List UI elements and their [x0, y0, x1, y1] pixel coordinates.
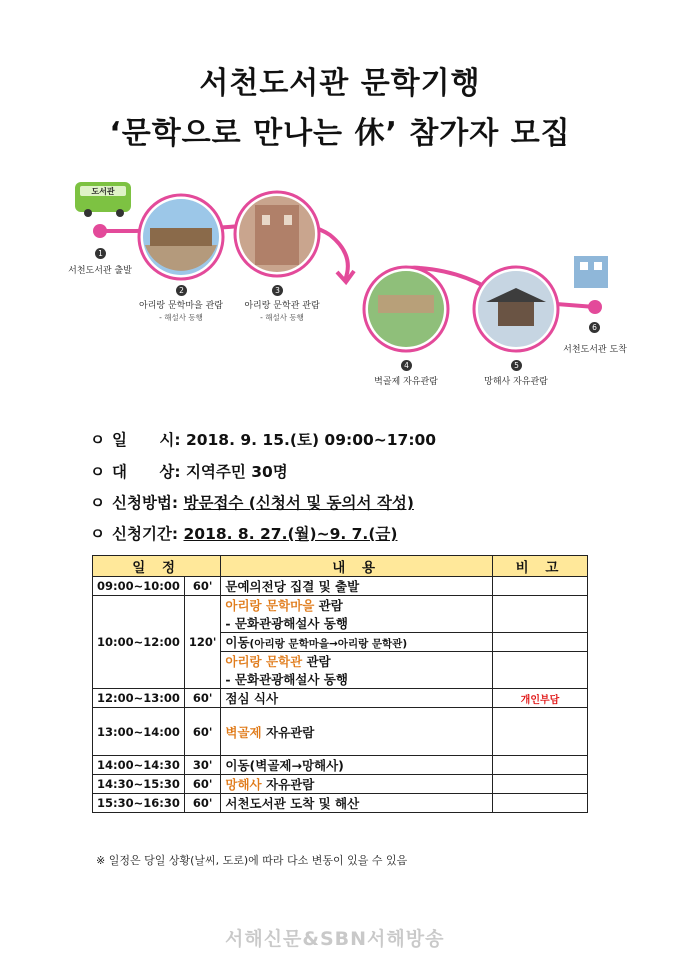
content-sub-cell: - 문화관광해설사 동행: [221, 614, 493, 633]
table-row: [93, 756, 588, 775]
stop-number: 4: [401, 360, 412, 371]
bullet: ㅇ: [90, 431, 105, 449]
content-text: 자유관람: [261, 724, 315, 740]
table-row: [93, 596, 588, 615]
highlight-text: 아리랑 문학관: [225, 654, 303, 669]
time-cell: 10:00~12:00: [93, 596, 185, 689]
title-line-1: 서천도서관 문학기행: [199, 66, 481, 101]
info-target: [90, 460, 288, 482]
stop-sub: - 해설사 동행: [159, 313, 203, 322]
note-cell: [493, 633, 588, 652]
content-sub-cell: - 문화관광해설사 동행: [221, 670, 493, 689]
time-cell: 14:30~15:30: [93, 775, 185, 794]
title-line-2: ‘문학으로 만나는 休’ 참가자 모집: [109, 116, 571, 151]
duration-cell: 30': [184, 756, 221, 775]
info-period: [90, 522, 397, 544]
content-cell: [221, 596, 493, 615]
highlight-text: 벽골제: [225, 724, 262, 740]
note-cell: 개인부담: [493, 689, 588, 708]
note-cell: [493, 775, 588, 794]
note-cell: [493, 794, 588, 813]
table-row: [93, 775, 588, 794]
schedule-table: [92, 555, 588, 813]
header-note: 비 고: [493, 556, 588, 577]
content-text: 이동: [225, 635, 250, 650]
table-row: [93, 577, 588, 596]
bullet: ㅇ: [90, 494, 105, 512]
duration-cell: 120': [184, 596, 221, 689]
stop-label: 서천도서관 도착: [563, 345, 627, 355]
stop-sub: - 해설사 동행: [260, 313, 304, 322]
time-cell: 15:30~16:30: [93, 794, 185, 813]
header-content: 내 용: [221, 556, 493, 577]
time-cell: 13:00~14:00: [93, 708, 185, 756]
date-label: 일 시:: [112, 431, 181, 449]
bullet: ㅇ: [90, 463, 105, 481]
duration-cell: 60': [184, 689, 221, 708]
period-label: 신청기간:: [112, 525, 179, 543]
stop-number: 6: [589, 322, 600, 333]
stop-number: 1: [95, 248, 106, 259]
method-label: 신청방법:: [112, 494, 179, 512]
period-value: 2018. 8. 27.(월)~9. 7.(금): [183, 525, 398, 543]
bus-sign: 도서관: [91, 187, 115, 196]
time-cell: 14:00~14:30: [93, 756, 185, 775]
footnote: ※ 일정은 당일 상황(날씨, 도로)에 따라 다소 변동이 있을 수 있음: [96, 854, 408, 867]
note-cell: [493, 708, 588, 756]
stop-number: 5: [511, 360, 522, 371]
stop-3-photo: [235, 192, 319, 276]
header-schedule: 일 정: [93, 556, 221, 577]
content-cell: [221, 652, 493, 671]
content-text: 자유관람: [261, 777, 315, 792]
content-cell: 문예의전당 집결 및 출발: [221, 577, 493, 596]
bullet: ㅇ: [90, 525, 105, 543]
target-value: 지역주민 30명: [185, 463, 288, 481]
highlight-text: 아리랑 문학마을: [225, 598, 315, 613]
start-dot: [93, 224, 107, 238]
library-building-icon: [574, 256, 608, 288]
route-map: [0, 0, 680, 400]
content-cell: [221, 633, 493, 652]
stop-number: 3: [272, 285, 283, 296]
stop-label: 벽골제 자유관람: [374, 377, 438, 387]
note-cell: [493, 577, 588, 596]
content-cell: [221, 775, 493, 794]
info-date: [90, 428, 436, 450]
stop-label: 아리랑 문학관 관람: [244, 301, 320, 311]
stop-5-photo: [474, 267, 558, 351]
note-cell: [493, 596, 588, 633]
content-text: 관람: [302, 654, 331, 669]
highlight-text: 망해사: [225, 777, 262, 792]
stop-4-photo: [364, 267, 448, 351]
info-method: [90, 491, 414, 513]
date-value: 2018. 9. 15.(토) 09:00~17:00: [185, 431, 437, 449]
table-row: [93, 689, 588, 708]
time-cell: 12:00~13:00: [93, 689, 185, 708]
duration-cell: 60': [184, 775, 221, 794]
stop-number: 2: [176, 285, 187, 296]
method-value: 방문접수 (신청서 및 동의서 작성): [183, 494, 414, 512]
stop-label: 아리랑 문학마을 관람: [139, 301, 223, 311]
duration-cell: 60': [184, 794, 221, 813]
target-label: 대 상:: [112, 463, 181, 481]
content-cell: 서천도서관 도착 및 해산: [221, 794, 493, 813]
content-cell: 이동(벽골제→망해사): [221, 756, 493, 775]
duration-cell: 60': [184, 577, 221, 596]
table-row: [93, 794, 588, 813]
stop-2-photo: [139, 195, 223, 279]
end-dot: [588, 300, 602, 314]
content-cell: 점심 식사: [221, 689, 493, 708]
time-cell: 09:00~10:00: [93, 577, 185, 596]
duration-cell: 60': [184, 708, 221, 756]
table-header-row: [93, 556, 588, 577]
stop-label: 서천도서관 출발: [68, 266, 132, 276]
table-row: [93, 708, 588, 756]
watermark: 서해신문&SBN서해방송: [225, 928, 445, 950]
note-cell: [493, 756, 588, 775]
stop-label: 망해사 자유관람: [484, 377, 548, 387]
content-text: 관람: [314, 598, 343, 613]
content-small-text: (아리랑 문학마을→아리랑 문학관): [249, 638, 408, 650]
content-cell: [221, 708, 493, 756]
note-cell: [493, 652, 588, 689]
